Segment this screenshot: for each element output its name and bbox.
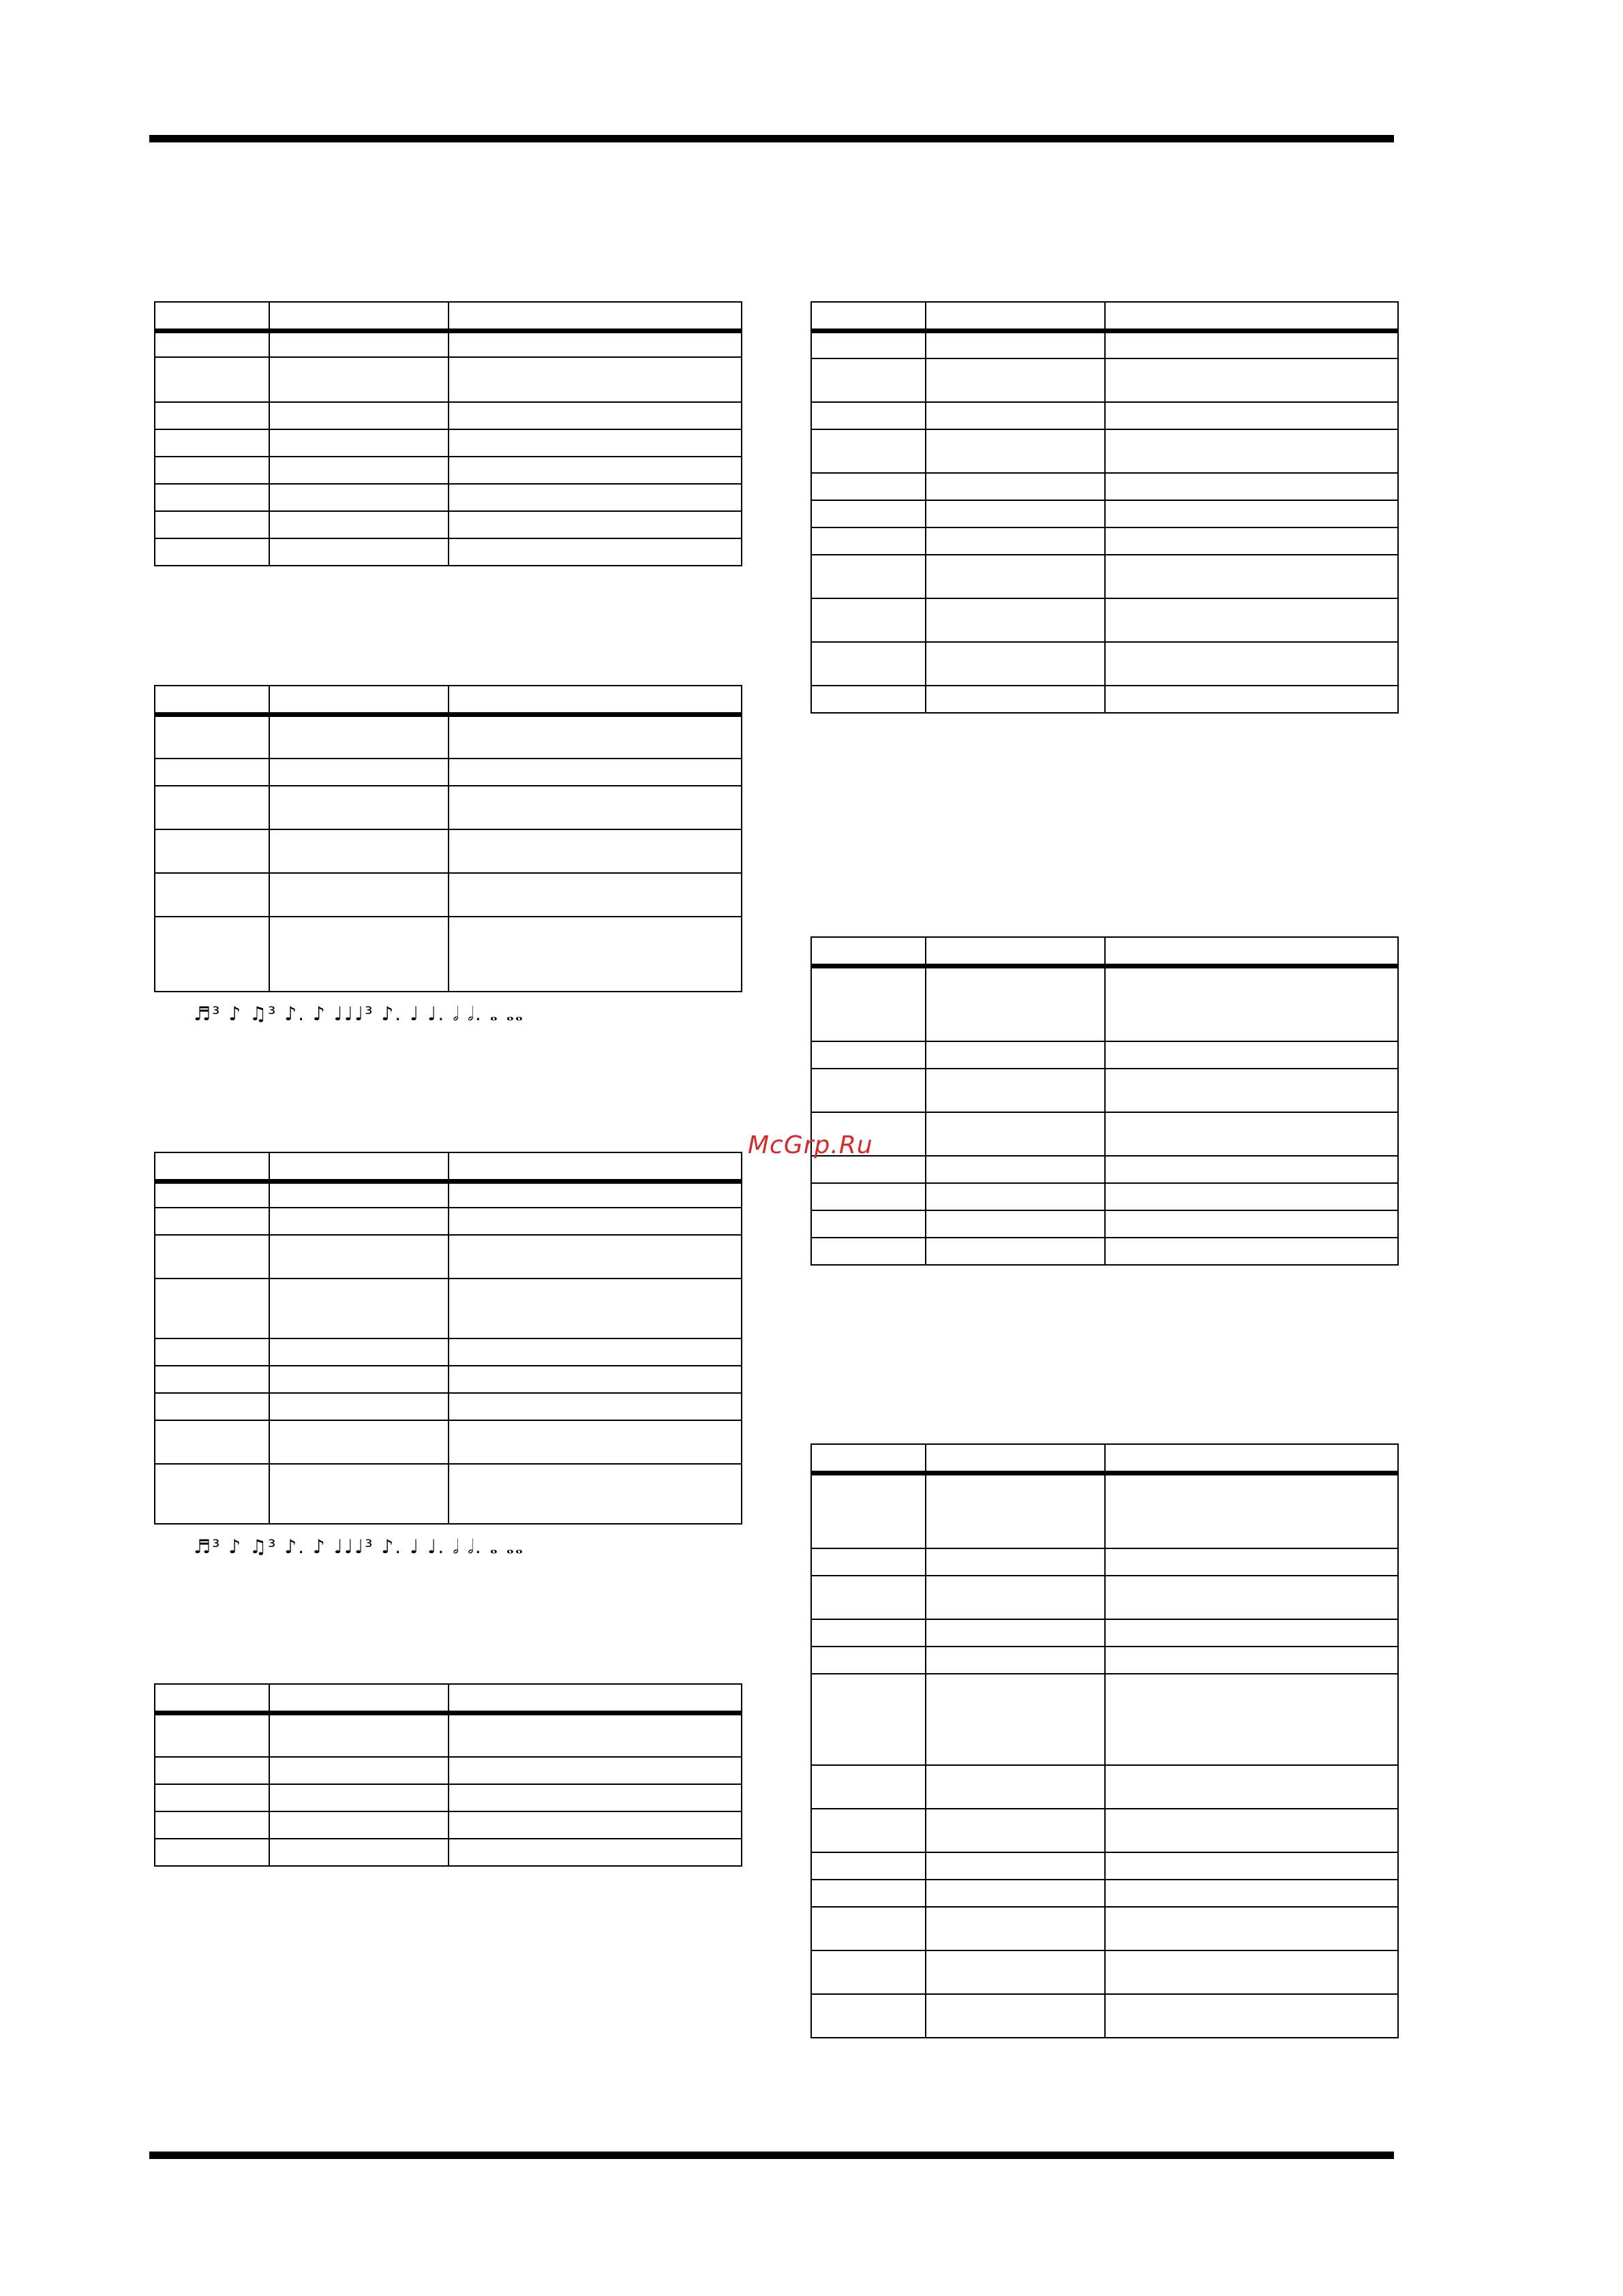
table-cell xyxy=(926,429,1105,473)
table-cell xyxy=(811,1183,926,1210)
table-cell xyxy=(1105,642,1398,686)
table-row xyxy=(155,538,742,566)
table-cell xyxy=(269,1839,449,1866)
table-cell xyxy=(1105,1809,1398,1852)
table-cell xyxy=(1105,1473,1398,1548)
table-cell xyxy=(269,1235,449,1279)
table-cell xyxy=(926,1238,1105,1265)
table-cell xyxy=(449,1393,742,1420)
table-header-cell xyxy=(811,937,926,966)
table-cell xyxy=(926,402,1105,429)
table-cell xyxy=(449,1366,742,1393)
table-cell xyxy=(449,1464,742,1524)
table-cell xyxy=(269,331,449,357)
table-cell xyxy=(926,331,1105,358)
table-header-cell xyxy=(449,1152,742,1182)
table-header-cell xyxy=(926,302,1105,331)
table-row xyxy=(811,473,1398,500)
table-row xyxy=(155,1784,742,1811)
table-cell xyxy=(811,966,926,1041)
table-cell xyxy=(811,473,926,500)
table-row xyxy=(811,402,1398,429)
table-cell xyxy=(155,759,269,786)
table-cell xyxy=(155,829,269,873)
table-cell xyxy=(926,1210,1105,1238)
table-cell xyxy=(926,500,1105,527)
table-header-cell xyxy=(811,302,926,331)
table-cell xyxy=(1105,1041,1398,1069)
table-cell xyxy=(811,1950,926,1994)
table-cell xyxy=(926,1183,1105,1210)
table-cell xyxy=(269,917,449,992)
table-row xyxy=(155,1713,742,1757)
table-cell xyxy=(449,917,742,992)
table-header-row xyxy=(155,302,742,331)
table-cell xyxy=(269,1208,449,1235)
table-row xyxy=(811,1041,1398,1069)
table-header-cell xyxy=(269,302,449,331)
table-cell xyxy=(449,1208,742,1235)
table-row xyxy=(811,1994,1398,2038)
table-cell xyxy=(811,686,926,713)
table-cell xyxy=(1105,1765,1398,1809)
table-cell xyxy=(449,1784,742,1811)
table-row xyxy=(811,1069,1398,1112)
table-cell xyxy=(1105,473,1398,500)
table-header-cell xyxy=(269,1684,449,1713)
table-cell xyxy=(1105,1852,1398,1880)
table-row xyxy=(155,457,742,484)
top-rule xyxy=(149,135,1394,142)
table-cell xyxy=(155,1811,269,1839)
table-cell xyxy=(926,642,1105,686)
table-cell xyxy=(926,555,1105,598)
table-header-row xyxy=(811,937,1398,966)
table-cell xyxy=(811,358,926,402)
table-cell xyxy=(269,1757,449,1784)
table-cell xyxy=(1105,1238,1398,1265)
table-row xyxy=(811,1852,1398,1880)
table-row xyxy=(811,1473,1398,1548)
table-cell xyxy=(811,1210,926,1238)
table-row xyxy=(155,1839,742,1866)
table-row xyxy=(811,555,1398,598)
table-cell xyxy=(811,1809,926,1852)
table-row xyxy=(811,1210,1398,1238)
table-row xyxy=(155,1235,742,1279)
table-cell xyxy=(811,1880,926,1907)
table-row xyxy=(155,1393,742,1420)
table-cell xyxy=(155,1784,269,1811)
table-cell xyxy=(449,457,742,484)
table-cell xyxy=(269,873,449,917)
table-row xyxy=(811,1183,1398,1210)
table-cell xyxy=(449,1338,742,1366)
table-row xyxy=(811,966,1398,1041)
table-cell xyxy=(1105,555,1398,598)
table-row xyxy=(811,598,1398,642)
table-cell xyxy=(269,829,449,873)
note-values-legend-2: ♬³ ♪ ♫³ ♪. ♪ ♩♩♩³ ♪. ♩ ♩. 𝅗𝅥 𝅗𝅥. 𝅝 𝅝𝅝 xyxy=(194,1535,524,1558)
table-cell xyxy=(449,715,742,759)
table-row xyxy=(811,1647,1398,1674)
table-cell xyxy=(155,873,269,917)
table-cell xyxy=(926,473,1105,500)
table-cell xyxy=(449,1839,742,1866)
table-cell xyxy=(811,1647,926,1674)
table-cell xyxy=(155,1338,269,1366)
table-cell xyxy=(269,1279,449,1338)
table-cell xyxy=(1105,331,1398,358)
table-cell xyxy=(269,1420,449,1464)
table-cell xyxy=(269,484,449,511)
table-cell xyxy=(926,1907,1105,1950)
table-cell xyxy=(811,1238,926,1265)
table-cell xyxy=(1105,1907,1398,1950)
table-cell xyxy=(269,1713,449,1757)
table-row xyxy=(155,715,742,759)
param-table-left-4 xyxy=(154,1683,742,1867)
table-cell xyxy=(1105,686,1398,713)
table-cell xyxy=(1105,1069,1398,1112)
table-cell xyxy=(926,1112,1105,1156)
table-cell xyxy=(926,1674,1105,1765)
table-cell xyxy=(926,1765,1105,1809)
table-cell xyxy=(926,686,1105,713)
table-cell xyxy=(269,786,449,829)
table-cell xyxy=(811,1041,926,1069)
table-cell xyxy=(811,331,926,358)
bottom-rule xyxy=(149,2152,1394,2159)
table-cell xyxy=(449,759,742,786)
table-cell xyxy=(449,1182,742,1208)
param-table-left-1 xyxy=(154,301,742,566)
table-cell xyxy=(926,1994,1105,2038)
table-header-cell xyxy=(811,1444,926,1473)
table-row xyxy=(155,1208,742,1235)
table-cell xyxy=(269,538,449,566)
table-cell xyxy=(926,1156,1105,1183)
table-cell xyxy=(1105,358,1398,402)
table-cell xyxy=(1105,966,1398,1041)
table-row xyxy=(811,429,1398,473)
table-cell xyxy=(926,1473,1105,1548)
table-cell xyxy=(155,1208,269,1235)
table-cell xyxy=(926,1548,1105,1576)
table-cell xyxy=(1105,1619,1398,1647)
table-header-row xyxy=(155,1152,742,1182)
table-row xyxy=(811,1950,1398,1994)
table-row xyxy=(811,642,1398,686)
table-cell xyxy=(449,829,742,873)
table-cell xyxy=(926,598,1105,642)
table-cell xyxy=(449,1713,742,1757)
table-cell xyxy=(269,1366,449,1393)
table-header-cell xyxy=(155,686,269,715)
table-cell xyxy=(811,1765,926,1809)
table-row xyxy=(155,917,742,992)
table-header-cell xyxy=(155,302,269,331)
table-cell xyxy=(155,538,269,566)
table-cell xyxy=(1105,1994,1398,2038)
table-header-cell xyxy=(449,686,742,715)
table-cell xyxy=(449,429,742,457)
table-row xyxy=(155,1182,742,1208)
table-cell xyxy=(811,1852,926,1880)
table-row xyxy=(811,686,1398,713)
table-header-row xyxy=(811,1444,1398,1473)
table-cell xyxy=(811,1069,926,1112)
table-row xyxy=(811,1674,1398,1765)
table-header-cell xyxy=(1105,302,1398,331)
table-cell xyxy=(811,598,926,642)
table-cell xyxy=(155,917,269,992)
table-cell xyxy=(1105,1548,1398,1576)
table-cell xyxy=(926,1950,1105,1994)
table-cell xyxy=(1105,429,1398,473)
table-cell xyxy=(926,1069,1105,1112)
table-row xyxy=(811,1576,1398,1619)
table-cell xyxy=(155,357,269,402)
table-cell xyxy=(449,538,742,566)
table-cell xyxy=(1105,1647,1398,1674)
table-cell xyxy=(811,1674,926,1765)
table-row xyxy=(155,1279,742,1338)
table-cell xyxy=(155,1757,269,1784)
table-cell xyxy=(155,457,269,484)
table-cell xyxy=(449,786,742,829)
table-header-cell xyxy=(269,1152,449,1182)
table-row xyxy=(155,429,742,457)
table-cell xyxy=(269,1464,449,1524)
table-cell xyxy=(155,1713,269,1757)
table-cell xyxy=(269,357,449,402)
table-row xyxy=(155,511,742,538)
table-header-cell xyxy=(926,1444,1105,1473)
table-cell xyxy=(269,511,449,538)
table-cell xyxy=(811,402,926,429)
table-cell xyxy=(449,1235,742,1279)
table-row xyxy=(811,527,1398,555)
table-cell xyxy=(811,642,926,686)
table-cell xyxy=(926,1576,1105,1619)
table-cell xyxy=(1105,402,1398,429)
table-row xyxy=(155,873,742,917)
table-cell xyxy=(269,1182,449,1208)
table-row xyxy=(811,1112,1398,1156)
table-cell xyxy=(811,1576,926,1619)
table-cell xyxy=(926,527,1105,555)
table-cell xyxy=(155,429,269,457)
table-cell xyxy=(155,1464,269,1524)
table-cell xyxy=(811,1907,926,1950)
table-cell xyxy=(926,1852,1105,1880)
table-cell xyxy=(1105,1880,1398,1907)
table-cell xyxy=(449,402,742,429)
table-cell xyxy=(1105,1112,1398,1156)
table-cell xyxy=(269,429,449,457)
param-table-right-3 xyxy=(810,1443,1399,2038)
table-cell xyxy=(155,331,269,357)
table-cell xyxy=(811,1473,926,1548)
table-cell xyxy=(155,484,269,511)
table-header-cell xyxy=(155,1152,269,1182)
table-header-cell xyxy=(1105,937,1398,966)
table-cell xyxy=(269,402,449,429)
param-table-right-1 xyxy=(810,301,1399,714)
table-cell xyxy=(1105,1674,1398,1765)
table-row xyxy=(155,331,742,357)
table-cell xyxy=(449,1811,742,1839)
table-cell xyxy=(155,1420,269,1464)
table-header-cell xyxy=(449,302,742,331)
table-cell xyxy=(926,1647,1105,1674)
table-cell xyxy=(811,1994,926,2038)
table-row xyxy=(811,1619,1398,1647)
table-header-cell xyxy=(155,1684,269,1713)
table-cell xyxy=(269,759,449,786)
table-cell xyxy=(269,1338,449,1366)
table-row xyxy=(155,1338,742,1366)
table-cell xyxy=(1105,1210,1398,1238)
table-cell xyxy=(926,966,1105,1041)
table-cell xyxy=(811,527,926,555)
table-cell xyxy=(811,1548,926,1576)
table-row xyxy=(811,1156,1398,1183)
table-cell xyxy=(155,1235,269,1279)
table-row xyxy=(811,331,1398,358)
table-row xyxy=(155,829,742,873)
table-row xyxy=(811,358,1398,402)
param-table-left-3 xyxy=(154,1152,742,1525)
table-row xyxy=(811,1907,1398,1950)
table-row xyxy=(155,786,742,829)
table-row xyxy=(155,1811,742,1839)
table-row xyxy=(811,1809,1398,1852)
table-header-row xyxy=(155,1684,742,1713)
table-row xyxy=(155,357,742,402)
table-cell xyxy=(1105,527,1398,555)
table-header-cell xyxy=(1105,1444,1398,1473)
table-cell xyxy=(155,1393,269,1420)
table-header-cell xyxy=(269,686,449,715)
table-cell xyxy=(155,1366,269,1393)
table-cell xyxy=(269,457,449,484)
table-cell xyxy=(811,1156,926,1183)
table-row xyxy=(155,402,742,429)
table-row xyxy=(811,500,1398,527)
table-cell xyxy=(155,1839,269,1866)
table-row xyxy=(811,1238,1398,1265)
table-row xyxy=(811,1765,1398,1809)
table-cell xyxy=(926,1619,1105,1647)
table-header-row xyxy=(155,686,742,715)
table-cell xyxy=(449,484,742,511)
table-row xyxy=(155,1757,742,1784)
table-cell xyxy=(449,1420,742,1464)
table-cell xyxy=(449,873,742,917)
table-cell xyxy=(1105,1183,1398,1210)
table-cell xyxy=(811,500,926,527)
table-cell xyxy=(269,1811,449,1839)
table-cell xyxy=(155,1279,269,1338)
table-cell xyxy=(155,1182,269,1208)
note-values-legend: ♬³ ♪ ♫³ ♪. ♪ ♩♩♩³ ♪. ♩ ♩. 𝅗𝅥 𝅗𝅥. 𝅝 𝅝𝅝 xyxy=(194,1002,524,1025)
table-cell xyxy=(449,331,742,357)
table-cell xyxy=(811,1619,926,1647)
table-cell xyxy=(1105,1576,1398,1619)
table-cell xyxy=(1105,500,1398,527)
table-cell xyxy=(449,1757,742,1784)
param-table-left-2 xyxy=(154,685,742,992)
table-cell xyxy=(449,357,742,402)
table-cell xyxy=(155,786,269,829)
table-cell xyxy=(926,1880,1105,1907)
table-cell xyxy=(1105,598,1398,642)
table-cell xyxy=(155,715,269,759)
table-cell xyxy=(269,715,449,759)
table-cell xyxy=(269,1393,449,1420)
table-row xyxy=(155,484,742,511)
table-cell xyxy=(269,1784,449,1811)
param-table-right-2 xyxy=(810,936,1399,1266)
table-cell xyxy=(926,1041,1105,1069)
table-cell xyxy=(811,555,926,598)
table-row xyxy=(811,1880,1398,1907)
table-cell xyxy=(926,358,1105,402)
table-cell xyxy=(1105,1950,1398,1994)
table-cell xyxy=(811,429,926,473)
table-row xyxy=(155,759,742,786)
table-cell xyxy=(155,402,269,429)
watermark-text: McGrp.Ru xyxy=(748,1131,873,1159)
table-header-cell xyxy=(926,937,1105,966)
table-header-cell xyxy=(449,1684,742,1713)
table-row xyxy=(155,1366,742,1393)
table-cell xyxy=(926,1809,1105,1852)
table-cell xyxy=(449,1279,742,1338)
table-row xyxy=(155,1464,742,1524)
table-cell xyxy=(449,511,742,538)
table-header-row xyxy=(811,302,1398,331)
table-cell xyxy=(155,511,269,538)
table-cell xyxy=(1105,1156,1398,1183)
table-row xyxy=(811,1548,1398,1576)
table-row xyxy=(155,1420,742,1464)
